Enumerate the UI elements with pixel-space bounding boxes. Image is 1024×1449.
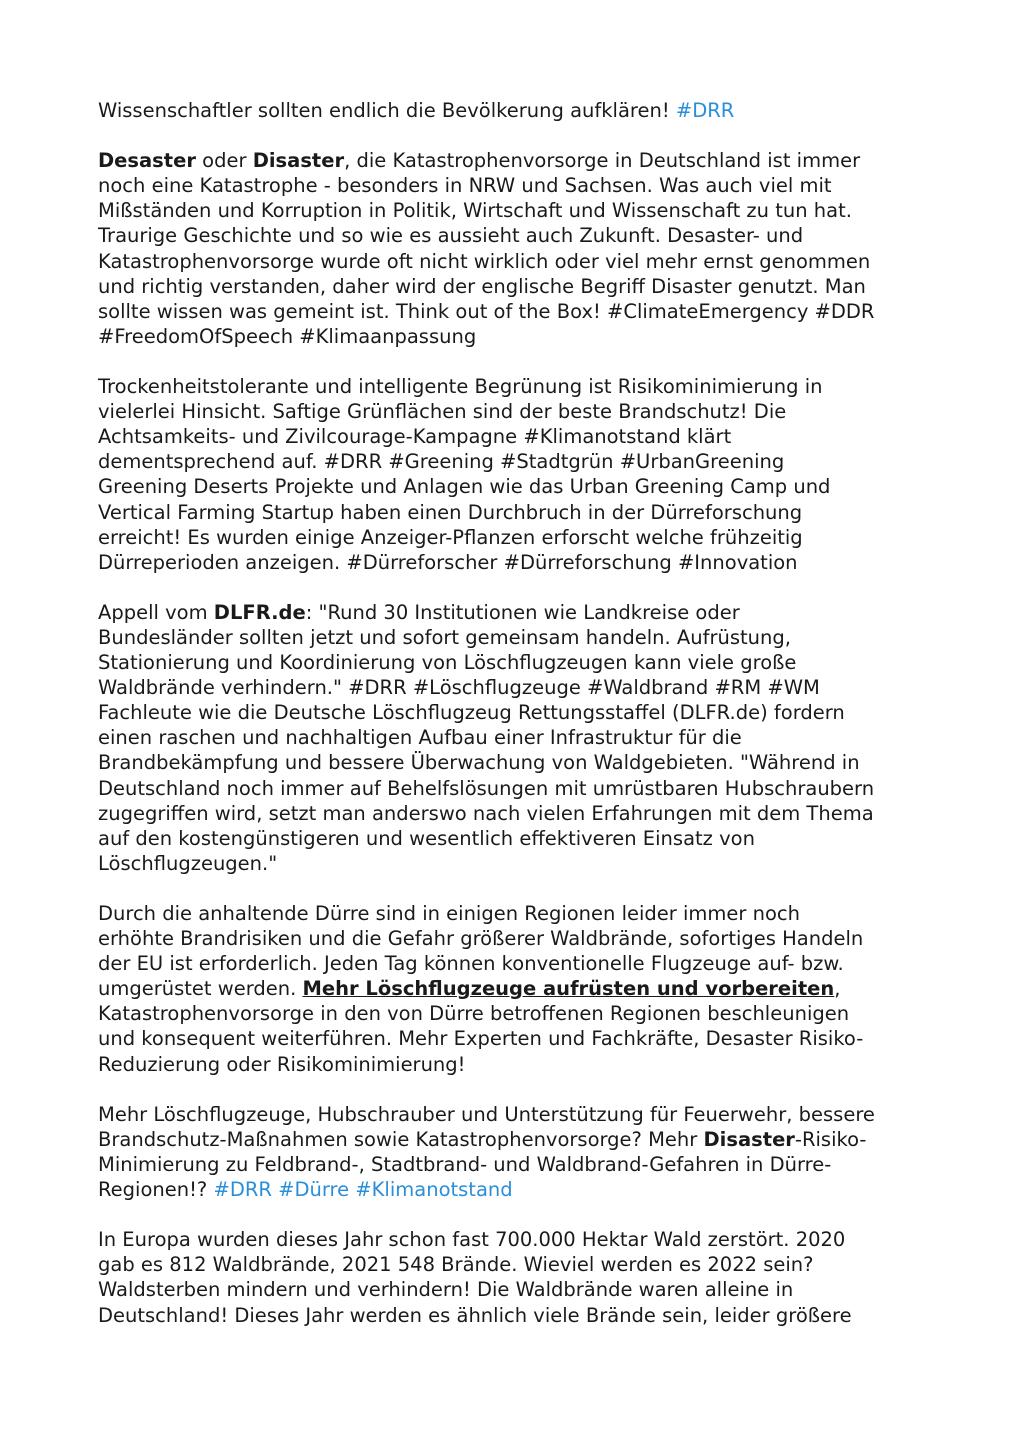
link-loeschflugzeuge[interactable]: Mehr Löschflugzeuge aufrüsten und vorbereiten xyxy=(302,977,835,1001)
text-line: Löschflugzeugen." xyxy=(98,851,278,875)
text-line: auf den kostengünstigeren und wesentlich effektiveren Einsatz von xyxy=(98,826,755,850)
text-line: Deutschland! Dieses Jahr werden es ähnlich viele Brände sein, leider größere xyxy=(98,1303,852,1327)
hashtag-drr[interactable]: #DRR xyxy=(675,99,735,122)
text-line: zugegriffen wird, setzt man anderswo nach vielen Erfahrungen mit dem Thema xyxy=(98,801,874,825)
text-line: einen raschen und nachhaltigen Aufbau einer Infrastruktur für die xyxy=(98,726,742,750)
bold-disaster: Disaster xyxy=(252,149,345,173)
text-line: der EU ist erforderlich. Jeden Tag können konventionelle Flugzeuge auf- bzw. xyxy=(98,952,844,976)
text-line: Minimierung zu Feldbrand-, Stadtbrand- und Waldbrand-Gefahren in Dürre- xyxy=(98,1152,832,1176)
text-line: Stationierung und Koordinierung von Löschflugzeugen kann viele große xyxy=(98,651,797,675)
text-line: Katastrophenvorsorge wurde oft nicht wirklich oder viel mehr ernst genommen xyxy=(98,249,871,273)
paragraph-feuerwehr: Mehr Löschflugzeuge, Hubschrauber und Unterstützung für Feuerwehr, bessere Brandschutz-Maßnahmen sowie Katastrophenvorsorge? Mehr Disaster-Risiko- Minimierung zu Feldbrand-, Stadtbrand- und Waldbrand-Gefahren in Dürre- Regionen!? #DRR #Dürre #Klimanotstand xyxy=(98,1102,930,1202)
text-line: Bundesländer sollten jetzt und sofort gemeinsam handeln. Aufrüstung, xyxy=(98,625,791,649)
paragraph-appell: Appell vom DLFR.de: "Rund 30 Institutionen wie Landkreise oder Bundesländer sollten jetzt und sofort gemeinsam handeln. Aufrüstung, Stationierung und Koordinierung von Löschflugzeugen kann viele große Waldbrände verhindern." #DRR #Löschflugzeuge #Waldbrand #RM #WM Fachleute wie die Deutsche Löschflugzeug Rettungsstaffel (DLFR.de) fordern einen raschen und nachhaltigen Aufbau einer Infrastruktur für die Brandbekämpfung und bessere Überwachung von Waldgebieten. "Während in Deutschland noch immer auf Behelfslösungen mit umrüstbaren Hubschraubern zugegriffen wird, setzt man anderswo nach vielen Erfahrungen mit dem Thema auf den kostengünstigeren und wesentlich effektiveren Einsatz von Löschflugzeugen." xyxy=(98,600,930,876)
document-page xyxy=(98,98,930,1353)
text-line: Durch die anhaltende Dürre sind in einigen Regionen leider immer noch xyxy=(98,902,801,925)
text-line: Fachleute wie die Deutsche Löschflugzeug Rettungsstaffel (DLFR.de) fordern xyxy=(98,701,845,725)
text-line: vielerlei Hinsicht. Saftige Grünflächen sind der beste Brandschutz! Die xyxy=(98,400,787,424)
text-line: Achtsamkeits- und Zivilcourage-Kampagne #Klimanotstand klärt xyxy=(98,425,732,449)
text-line: erhöhte Brandrisiken und die Gefahr größerer Waldbrände, sofortiges Handeln xyxy=(98,927,864,951)
paragraph-europa xyxy=(98,1227,930,1327)
text-line: Trockenheitstolerante und intelligente Begrünung ist Risikominimierung in xyxy=(98,375,823,399)
text-line: Mehr Löschflugzeuge, Hubschrauber und Unterstützung für Feuerwehr, bessere xyxy=(98,1102,875,1126)
paragraph-duerre: Durch die anhaltende Dürre sind in einigen Regionen leider immer noch erhöhte Brandrisiken und die Gefahr größerer Waldbrände, sofortiges Handeln der EU ist erforderlich. Jeden Tag können konventionelle Flugzeuge auf- bzw. umgerüstet werden. Mehr Löschflugzeuge aufrüsten und vorbereiten, Katastrophenvorsorge in den von Dürre betroffenen Regionen beschleunigen und konsequent weiterführen. Mehr Experten und Fachkräfte, Desaster Risiko- Reduzierung oder Risikominimierung! xyxy=(98,901,930,1077)
bold-disaster: Disaster xyxy=(703,1127,795,1151)
bold-desaster: Desaster xyxy=(98,149,196,173)
text-line: Reduzierung oder Risikominimierung! xyxy=(98,1052,466,1076)
text-line: und konsequent weiterführen. Mehr Experten und Fachkräfte, Desaster Risiko- xyxy=(98,1027,864,1051)
text-line: noch eine Katastrophe - besonders in NRW und Sachsen. Was auch viel mit xyxy=(98,174,832,198)
hashtags-link[interactable]: #DRR #Dürre #Klimanotstand xyxy=(213,1178,513,1202)
text-line: Traurige Geschichte und so wie es aussieht auch Zukunft. Desaster- und xyxy=(98,224,804,248)
text-line: erreicht! Es wurden einige Anzeiger-Pflanzen erforscht welche frühzeitig xyxy=(98,525,803,549)
intro-text: Wissenschaftler sollten endlich die Bevölkerung aufklären! xyxy=(98,99,676,122)
text-line: und richtig verstanden, daher wird der englische Begriff Disaster genutzt. Man xyxy=(98,274,866,298)
text-line: Dürreperioden anzeigen. #Dürreforscher #Dürreforschung #Innovation xyxy=(98,550,798,574)
text-line: Vertical Farming Startup haben einen Durchbruch in der Dürreforschung xyxy=(98,500,803,524)
text-line: #FreedomOfSpeech #Klimaanpassung xyxy=(98,324,477,348)
text-line: gab es 812 Waldbrände, 2021 548 Brände. Wieviel werden es 2022 sein? xyxy=(98,1253,814,1277)
paragraph-desaster: Desaster oder Disaster, die Katastrophenvorsorge in Deutschland ist immer noch eine Katastrophe - besonders in NRW und Sachsen. Was auch viel mit Mißständen und Korruption in Politik, Wirtschaft und Wissenschaft zu tun hat. Traurige Geschichte und so wie es aussieht auch Zukunft. Desaster- und Katastrophenvorsorge wurde oft nicht wirklich oder viel mehr ernst genommen und richtig verstanden, daher wird der englische Begriff Disaster genutzt. Man sollte wissen was gemeint ist. Think out of the Box! #ClimateEmergency #DDR #FreedomOfSpeech #Klimaanpassung xyxy=(98,148,930,349)
paragraph-greening xyxy=(98,374,930,575)
text-line: Katastrophenvorsorge in den von Dürre betroffenen Regionen beschleunigen xyxy=(98,1002,850,1026)
text-line: Deutschland noch immer auf Behelfslösungen mit umrüstbaren Hubschraubern xyxy=(98,776,875,800)
text-line: Greening Deserts Projekte und Anlagen wie das Urban Greening Camp und xyxy=(98,475,831,499)
text-line: In Europa wurden dieses Jahr schon fast 700.000 Hektar Wald zerstört. 2020 xyxy=(98,1228,846,1252)
text-line: Mißständen und Korruption in Politik, Wirtschaft und Wissenschaft zu tun hat. xyxy=(98,199,852,223)
text-line: dementsprechend auf. #DRR #Greening #Stadtgrün #UrbanGreening xyxy=(98,450,785,474)
bold-dlfr: DLFR.de xyxy=(213,600,306,624)
text-line: sollte wissen was gemeint ist. Think out of the Box! #ClimateEmergency #DDR xyxy=(98,299,875,323)
paragraph-intro xyxy=(98,98,930,123)
text-line: Brandbekämpfung und bessere Überwachung von Waldgebieten. "Während in xyxy=(98,751,860,775)
text-line: Waldsterben mindern und verhindern! Die Waldbrände waren alleine in xyxy=(98,1278,794,1302)
text-line: Waldbrände verhindern." #DRR #Löschflugzeuge #Waldbrand #RM #WM xyxy=(98,676,820,700)
